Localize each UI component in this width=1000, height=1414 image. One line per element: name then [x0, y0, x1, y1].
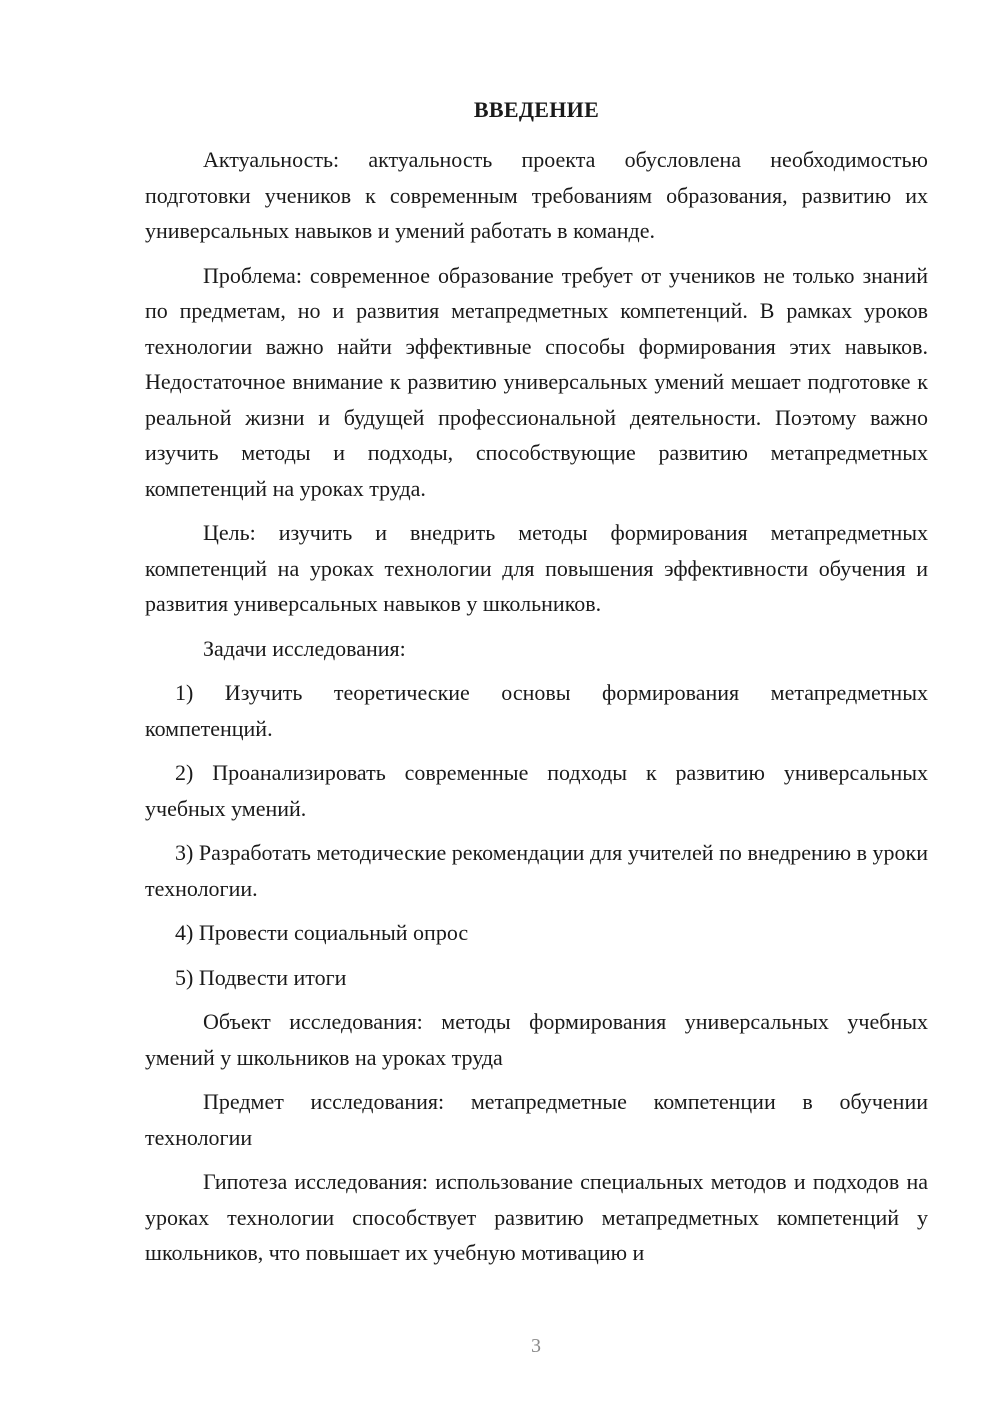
page-number: 3 — [531, 1335, 541, 1357]
task-item-5: 5) Подвести итоги — [175, 964, 347, 990]
goal-paragraph: Цель: изучить и внедрить методы формирования метапредметных компетенций на уроках технологии для повышения эффективности обучения и развития универсальных навыков у школьников. — [145, 520, 928, 616]
object-paragraph: Объект исследования: методы формирования универсальных учебных умений у школьников на уроках труда — [145, 1009, 928, 1070]
task-item-4: 4) Провести социальный опрос — [175, 920, 469, 945]
hypothesis-paragraph: Гипотеза исследования: использование специальных методов и подходов на уроках технологии способствует развитию метапредметных компетенций у школьников, что повышает их учебную мотивацию и — [145, 1169, 928, 1265]
problem-paragraph: Проблема: современное образование требует от учеников не только знаний по предметам, но и развития метапредметных компетенций. В рамках уроков технологии важно найти эффективные способы формирования этих навыков. Недостаточное внимание к развитию универсальных умений мешает подготовке к реальной жизни и будущей профессиональной деятельности. Поэтому важно изучить методы и подходы, способствующие развитию метапредметных компетенций на уроках труда. — [145, 262, 928, 501]
relevance-paragraph: Актуальность: актуальность проекта обусловлена необходимостью подготовки учеников к современным требованиям образования, развитию их универсальных навыков и умений работать в команде. — [145, 147, 928, 243]
task-item-3: 3) Разработать методические рекомендации для учителей по внедрению в уроки технологии. — [145, 840, 928, 901]
task-item-2: 2) Проанализировать современные подходы к развитию универсальных учебных умений. — [145, 760, 928, 821]
tasks-heading: Задачи исследования: — [203, 635, 406, 661]
subject-paragraph: Предмет исследования: метапредметные компетенции в обучении технологии — [145, 1089, 928, 1150]
task-item-1: 1) Изучить теоретические основы формирования метапредметных компетенций. — [145, 680, 928, 741]
section-heading: ВВЕДЕНИЕ — [473, 97, 600, 122]
document-body — [145, 142, 928, 1280]
